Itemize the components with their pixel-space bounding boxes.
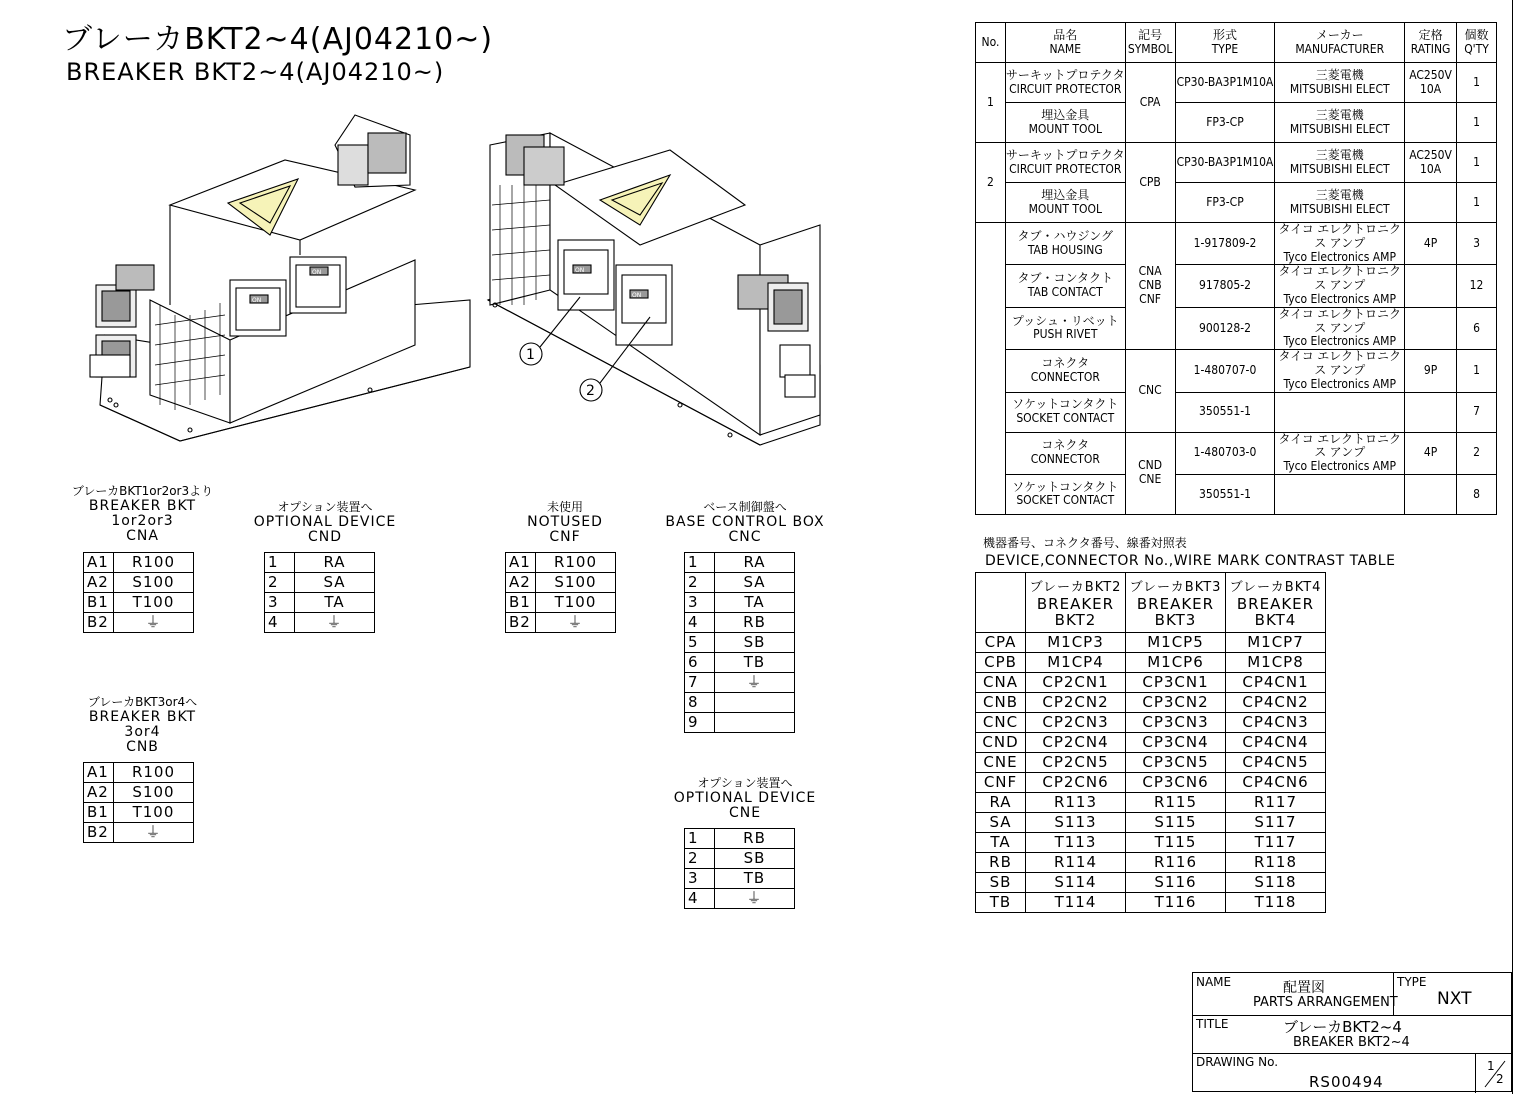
cne-caption: オプション装置へ OPTIONAL DEVICE CNE (673, 776, 817, 821)
parts-list-table (975, 22, 1497, 515)
left-breaker-unit (90, 115, 470, 441)
table-row: 埋込金具 MOUNT TOOL FP3-CP 三菱電機 MITSUBISHI ELECT 1 (976, 103, 1497, 143)
cnc-caption: ベース制御盤へ BASE CONTROL BOX CNC (665, 500, 825, 545)
title-en: BREAKER BKT2~4 (1293, 1035, 1410, 1050)
table-row: 3 TA (685, 593, 795, 613)
table-row: A1 R100 (84, 553, 194, 573)
name-label: NAME (1196, 975, 1232, 989)
table-row: 2 SB (685, 849, 795, 869)
cna-caption: ブレーカBKT1or2or3より BREAKER BKT 1or2or3 CNA (71, 484, 214, 544)
table-row: A2 S100 (84, 783, 194, 803)
name-en: PARTS ARRANGEMENT (1253, 995, 1398, 1010)
table-row: 1 RA (265, 553, 375, 573)
table-row: SB S114 S116 S118 (976, 873, 1326, 893)
table-row: TA T113 T115 T117 (976, 833, 1326, 853)
cnc-pin-table (684, 552, 795, 733)
table-row: CNB CP2CN2 CP3CN2 CP4CN2 (976, 693, 1326, 713)
header-rating: 定格 RATING (1405, 23, 1457, 63)
cnd-pin-table (264, 552, 375, 633)
table-row: SA S113 S115 S117 (976, 813, 1326, 833)
title-block (1192, 972, 1512, 1092)
title-jp: ブレーカBKT2~4 (1283, 1018, 1402, 1036)
frame-border (1512, 0, 1513, 1094)
table-row: ソケットコンタクト SOCKET CONTACT 350551-1 8 (976, 474, 1497, 514)
table-row: TB T114 T116 T118 (976, 893, 1326, 913)
table-row: CNA CP2CN1 CP3CN1 CP4CN1 (976, 673, 1326, 693)
ground-icon: ⏚ (536, 613, 616, 633)
table-row: B2 ⏚ (84, 823, 194, 843)
cnb-caption: ブレーカBKT3or4へ BREAKER BKT 3or4 CNB (87, 695, 198, 755)
table-row: 4 RB (685, 613, 795, 633)
ground-icon: ⏚ (715, 889, 795, 909)
table-row: CNC CP2CN3 CP3CN3 CP4CN3 (976, 713, 1326, 733)
drawing-label: DRAWING No. (1196, 1055, 1279, 1069)
wire-table-caption-en: DEVICE,CONNECTOR No.,WIRE MARK CONTRAST TABLE (985, 553, 1396, 569)
table-row: CPB M1CP4 M1CP6 M1CP8 (976, 653, 1326, 673)
drawing-title-en: BREAKER BKT2~4(AJ04210~) (66, 58, 445, 86)
type-label: TYPE (1397, 975, 1427, 989)
header-no: No. (976, 23, 1006, 63)
table-row: 9 (685, 713, 795, 733)
ground-icon: ⏚ (114, 613, 194, 633)
on-mark-1: ON (252, 297, 262, 304)
cnb-pin-table (83, 762, 194, 843)
table-row: コネクタ CONNECTOR CND CNE 1-480703-0 タイコ エレクトロニクス アンプ Tyco Electronics AMP 4P 2 (976, 432, 1497, 474)
sheet-number: 1 (1487, 1059, 1495, 1073)
table-row: 4 ⏚ (685, 889, 795, 909)
table-row: RA R113 R115 R117 (976, 793, 1326, 813)
cnf-pin-table (505, 552, 616, 633)
table-row: ソケットコンタクト SOCKET CONTACT 350551-1 7 (976, 392, 1497, 432)
table-row: A1 R100 (84, 763, 194, 783)
table-row: 2 SA (265, 573, 375, 593)
table-row: タブ・コンタクト TAB CONTACT 917805-2 タイコ エレクトロニクス アンプ Tyco Electronics AMP 12 (976, 265, 1497, 307)
table-row: 3 TA (265, 593, 375, 613)
table-row: CND CP2CN4 CP3CN4 CP4CN4 (976, 733, 1326, 753)
table-row: 1 サーキットプロテクタ CIRCUIT PROTECTOR CPA CP30-BA3P1M10A 三菱電機 MITSUBISHI ELECT AC250V 10A 1 (976, 63, 1497, 103)
wire-mark-table (975, 572, 1326, 913)
table-row: 埋込金具 MOUNT TOOL FP3-CP 三菱電機 MITSUBISHI ELECT 1 (976, 183, 1497, 223)
cnf-caption: 未使用 NOTUSED CNF (527, 500, 603, 545)
sheet-divider (1477, 1055, 1511, 1091)
header-bkt3: ブレーカBKT3 BREAKER BKT3 (1126, 573, 1226, 633)
table-row: 7 ⏚ (685, 673, 795, 693)
type-value: NXT (1437, 989, 1472, 1009)
table-row: RB R114 R116 R118 (976, 853, 1326, 873)
table-row: 1 RB (685, 829, 795, 849)
table-row: 4 ⏚ (265, 613, 375, 633)
cnd-caption: オプション装置へ OPTIONAL DEVICE CND (253, 500, 397, 545)
table-row: 8 (685, 693, 795, 713)
drawing-number: RS00494 (1309, 1073, 1384, 1091)
callout-1: 1 (526, 347, 535, 363)
table-row: 3 TB (685, 869, 795, 889)
cne-pin-table (684, 828, 795, 909)
table-row: コネクタ CONNECTOR CNC 1-480707-0 タイコ エレクトロニクス アンプ Tyco Electronics AMP 9P 1 (976, 350, 1497, 392)
breaker-isometric-drawing (80, 105, 840, 465)
table-row: B1 T100 (506, 593, 616, 613)
table-row: 1 RA (685, 553, 795, 573)
table-row: 6 TB (685, 653, 795, 673)
drawing-title-jp: ブレーカBKT2~4(AJ04210~) (62, 22, 494, 57)
header-bkt2: ブレーカBKT2 BREAKER BKT2 (1026, 573, 1126, 633)
table-row: B1 T100 (84, 803, 194, 823)
right-breaker-unit (488, 133, 820, 445)
table-row: A2 S100 (506, 573, 616, 593)
table-row: タブ・ハウジング TAB HOUSING CNA CNB CNF 1-917809-2 タイコ エレクトロニクス アンプ Tyco Electronics AMP 4P 3 (976, 223, 1497, 265)
table-row: 5 SB (685, 633, 795, 653)
wire-table-caption-jp: 機器番号、コネクタ番号、線番対照表 (983, 536, 1187, 550)
table-row: プッシュ・リベット PUSH RIVET 900128-2 タイコ エレクトロニクス アンプ Tyco Electronics AMP 6 (976, 307, 1497, 349)
table-row: B2 ⏚ (84, 613, 194, 633)
header-bkt4: ブレーカBKT4 BREAKER BKT4 (1226, 573, 1326, 633)
sheet-total: 2 (1496, 1072, 1504, 1086)
table-row: CNF CP2CN6 CP3CN6 CP4CN6 (976, 773, 1326, 793)
table-row: A2 S100 (84, 573, 194, 593)
table-row: B1 T100 (84, 593, 194, 613)
table-row: CNE CP2CN5 CP3CN5 CP4CN5 (976, 753, 1326, 773)
ground-icon: ⏚ (114, 823, 194, 843)
on-mark-2: ON (312, 269, 322, 276)
on-mark-3: ON (575, 267, 585, 274)
cna-pin-table (83, 552, 194, 633)
title-label: TITLE (1196, 1017, 1229, 1031)
header-symbol: 記号 SYMBOL (1125, 23, 1175, 63)
on-mark-4: ON (632, 292, 642, 299)
ground-icon: ⏚ (715, 673, 795, 693)
name-jp: 配置図 (1283, 980, 1325, 996)
header-type: 形式 TYPE (1175, 23, 1275, 63)
ground-icon: ⏚ (295, 613, 375, 633)
callout-2: 2 (586, 383, 595, 399)
header-name: 品名 NAME (1005, 23, 1125, 63)
header-qty: 個数 Q'TY (1457, 23, 1497, 63)
table-row: 2 サーキットプロテクタ CIRCUIT PROTECTOR CPB CP30-BA3P1M10A 三菱電機 MITSUBISHI ELECT AC250V 10A 1 (976, 143, 1497, 183)
table-row: A1 R100 (506, 553, 616, 573)
table-row: CPA M1CP3 M1CP5 M1CP7 (976, 633, 1326, 653)
header-manufacturer: メーカー MANUFACTURER (1275, 23, 1405, 63)
table-row: 2 SA (685, 573, 795, 593)
table-row: B2 ⏚ (506, 613, 616, 633)
